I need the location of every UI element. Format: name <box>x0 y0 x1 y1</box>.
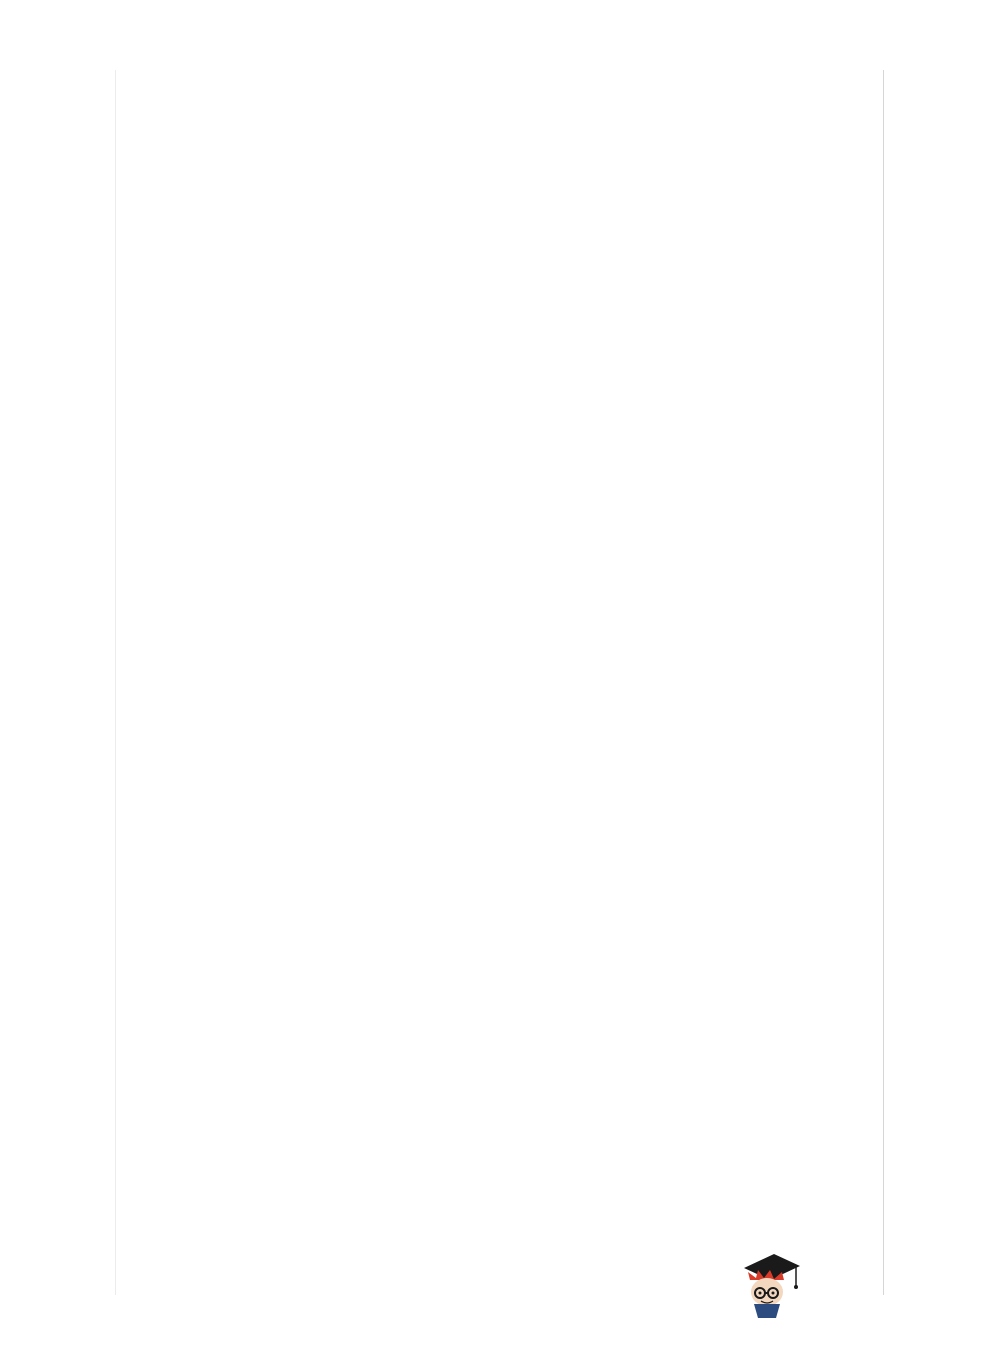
collegedunia-logo <box>740 1246 980 1316</box>
question-document <box>124 72 874 90</box>
left-margin-rule <box>115 70 116 1295</box>
mascot-icon <box>740 1246 802 1318</box>
right-margin-rule <box>883 70 884 1295</box>
